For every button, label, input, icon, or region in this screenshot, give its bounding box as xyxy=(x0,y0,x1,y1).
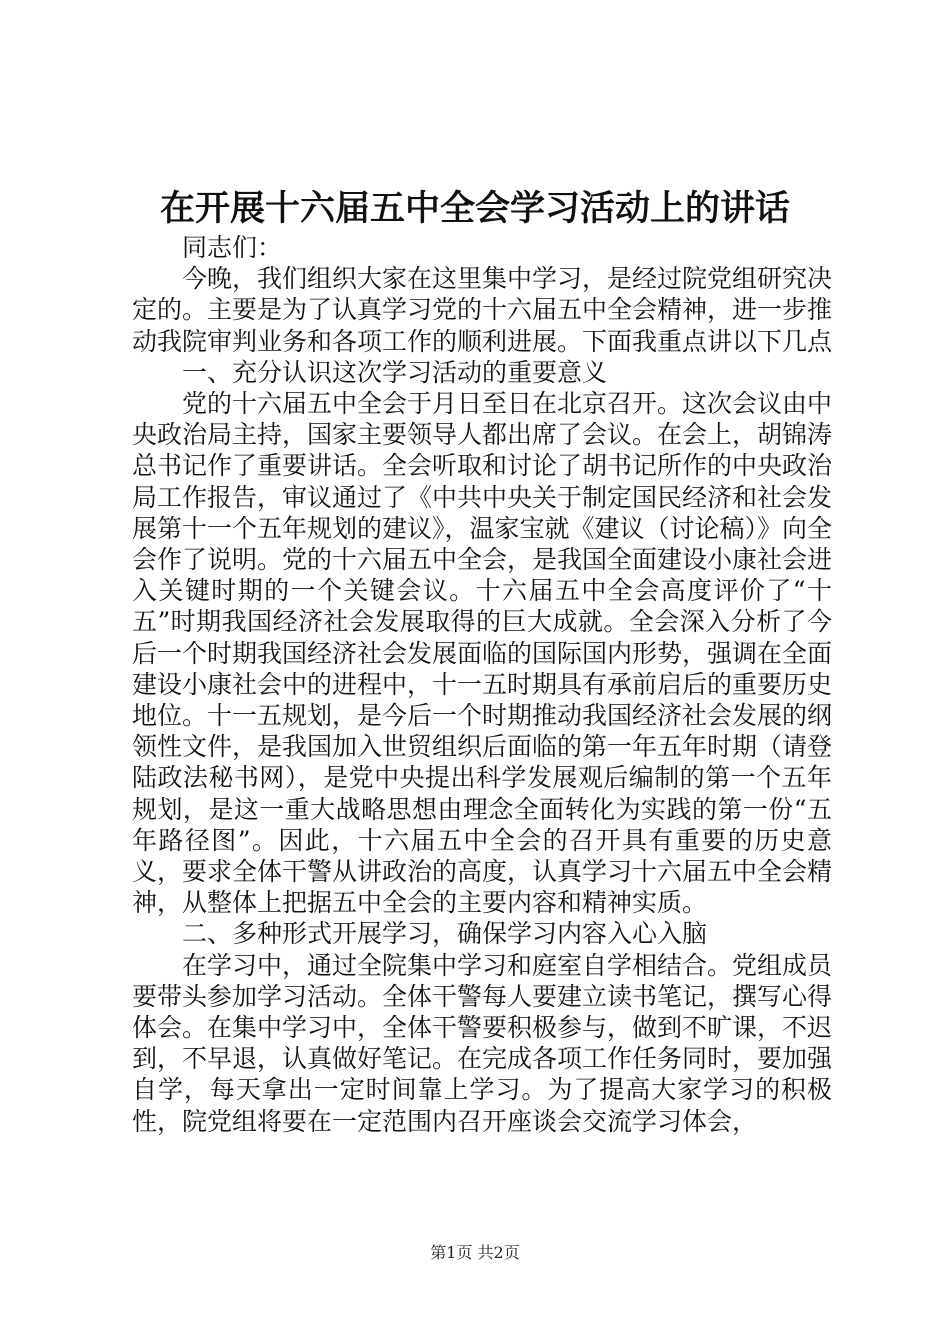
section-heading-1: 一、充分认识这次学习活动的重要意义 xyxy=(182,357,608,387)
greeting-paragraph: 同志们： xyxy=(182,233,283,262)
section-heading-2: 二、多种形式开展学习，确保学习内容入心入脑 xyxy=(182,919,708,949)
intro-paragraph: 今晚，我们组织大家在这里集中学习，是经过院党组研究决定的。主要是为了认真学习党的十六届五中全会精神，进一步推动我院审判业务和各项工作的顺利进展。下面我重点讲以下几点 xyxy=(132,264,833,356)
document-body xyxy=(132,232,832,1137)
section-2-paragraph: 在学习中，通过全院集中学习和庭室自学相结合。党组成员要带头参加学习活动。全体干警每人要建立读书笔记，撰写心得体会。在集中学习中，全体干警要积极参与，做到不旷课，不迟到，不早退，认真做好笔记。在完成各项工作任务同时，要加强自学，每天拿出一定时间靠上学习。为了提高大家学习的积极性，院党组将要在一定范围内召开座谈会交流学习体会， xyxy=(132,950,833,1136)
document-title: 在开展十六届五中全会学习活动上的讲话 xyxy=(159,188,790,229)
section-1-paragraph: 党的十六届五中全会于月日至日在北京召开。这次会议由中央政治局主持，国家主要领导人都出席了会议。在会上，胡锦涛总书记作了重要讲话。全会听取和讨论了胡书记所作的中央政治局工作报告，审议通过了《中共中央关于制定国民经济和社会发展第十一个五年规划的建议》，温家宝就《建议（讨论稿）》向全会作了说明。党的十六届五中全会，是我国全面建设小康社会进入关键时期的一个关键会议。十六届五中全会高度评价了“十五”时期我国经济社会发展取得的巨大成就。全会深入分析了今后一个时期我国经济社会发展面临的国际国内形势，强调在全面建设小康社会中的进程中，十一五时期具有承前启后的重要历史地位。十一五规划，是今后一个时期推动我国经济社会发展的纲领性文件，是我国加入世贸组织后面临的第一年五年时期（请登陆政法秘书网），是党中央提出科学发展观后编制的第一个五年规划，是这一重大战略思想由理念全面转化为实践的第一份“五年路径图”。因此，十六届五中全会的召开具有重要的历史意义，要求全体干警从讲政治的高度，认真学习十六届五中全会精神，从整体上把据五中全会的主要内容和精神实质。 xyxy=(132,389,833,918)
page-number-footer: 第1页 共2页 xyxy=(430,1243,520,1262)
